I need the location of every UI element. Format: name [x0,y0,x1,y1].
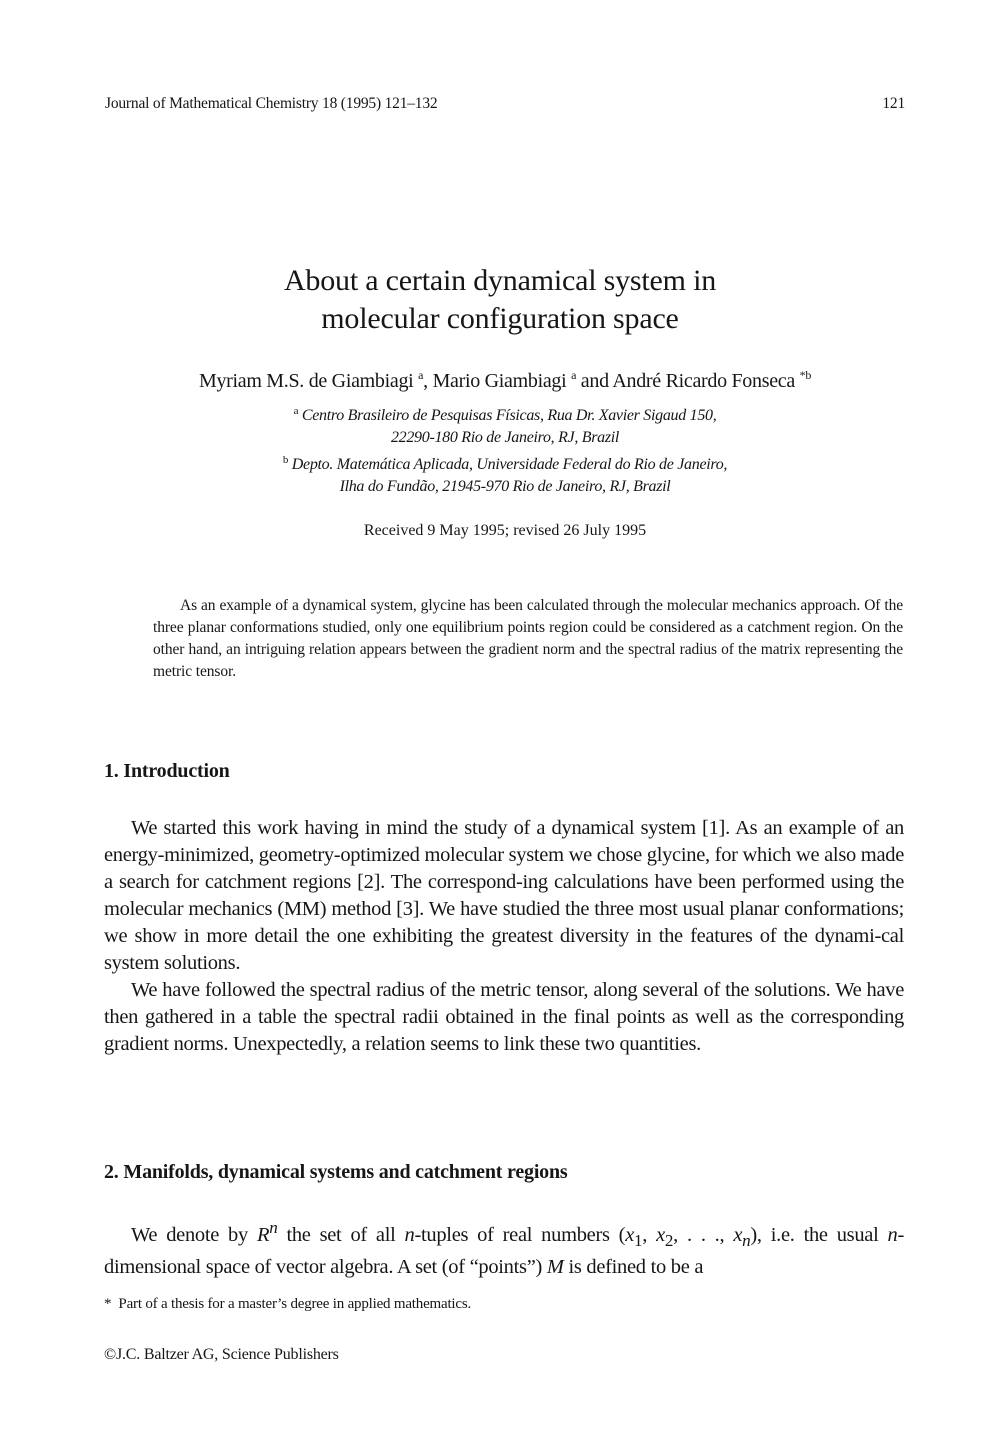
author-name: Myriam M.S. de Giambiagi [198,370,414,392]
author-list [100,368,910,393]
paper-title [100,262,900,338]
text-run: ), i.e. the usual [750,1223,888,1246]
math-variable: n [887,1223,898,1246]
math-variable: x [625,1223,635,1246]
title-line-1: About a certain dynamical system in [283,264,717,297]
math-variable: x [733,1223,743,1246]
manifolds-body [104,1214,904,1281]
footnote [104,1296,471,1313]
math-subscript: 1 [634,1230,643,1250]
author-affiliation-mark: a [418,368,424,382]
footnote-text: Part of a thesis for a master’s degree in applied mathematics. [118,1296,472,1312]
affiliation-b [100,449,910,476]
author-separator: , [423,370,433,392]
copyright-notice: ©J.C. Baltzer AG, Science Publishers [104,1346,339,1363]
page-number: 121 [882,95,905,112]
title-line-2: molecular configuration space [321,302,679,335]
paragraph: We started this work having in mind the study of a dynamical system [1]. As an example of an energy-minimized, geometry-optimized molecular system we chose glycine, for which we also made a search for catchment regions [2]. The correspond-ing calculations have been performed using the molecular mechanics (MM) method [3]. We have studied the three most usual planar conformations; we show in more detail the one exhibiting the greatest diversity in the features of the dynami-cal system solutions. [104,817,904,974]
affiliation-mark: a [293,405,299,417]
affiliation-line: Depto. Matemática Aplicada, Universidade Federal do Rio de Janeiro, [291,456,728,473]
paragraph [104,1214,904,1281]
text-run: the set of all [277,1223,405,1246]
text-run: -tuples of real numbers ( [414,1223,626,1246]
section-heading-introduction: 1. Introduction [104,760,230,782]
math-subscript: n [742,1230,751,1250]
footnote-mark: * [104,1296,112,1312]
journal-citation: Journal of Mathematical Chemistry 18 (1995) 121–132 [105,95,438,112]
text-run: -dimensional space of vector algebra. A set (of “points”) [104,1223,904,1278]
text-run: is defined to be a [563,1255,704,1278]
paragraph: We have followed the spectral radius of the metric tensor, along several of the solutions. We have then gathered in a table the spectral radii obtained in the final points as well as the corresponding gradient norms. Unexpectedly, a relation seems to link these two quantities. [104,979,904,1055]
math-subscript: 2 [664,1230,674,1250]
math-variable: x [656,1223,665,1246]
math-variable: n [404,1223,415,1246]
section-heading-manifolds: 2. Manifolds, dynamical systems and catchment regions [104,1161,568,1183]
affiliations [100,400,910,498]
math-variable: M [546,1255,564,1278]
abstract-text: As an example of a dynamical system, glycine has been calculated through the molecular mechanics approach. Of the three planar conformations studied, only one equilibrium points region could be considered as a catchment region. On the other hand, an intriguing relation appears between the gradient norm and the spectral radius of the matrix representing the metric tensor. [153,597,903,680]
math-superscript: n [269,1218,278,1237]
affiliation-line: Centro Brasileiro de Pesquisas Físicas, Rua Dr. Xavier Sigaud 150, [301,407,717,424]
affiliation-line: 22290-180 Rio de Janeiro, RJ, Brazil [390,429,620,446]
author-name: Mario Giambiagi [432,370,567,392]
abstract [153,595,903,683]
affiliation-a [100,400,910,427]
author-separator: and [576,370,613,392]
affiliation-mark: b [282,454,289,466]
text-run: , [642,1223,657,1246]
math-variable: R [256,1223,270,1246]
author-affiliation-mark: *b [799,368,812,382]
introduction-body [104,815,904,1058]
affiliation-line: Ilha do Fundão, 21945-970 Rio de Janeiro, RJ, Brazil [339,478,671,495]
author-name: André Ricardo Fonseca [612,370,795,392]
text-run: , . . ., [673,1223,734,1246]
received-dates: Received 9 May 1995; revised 26 July 1995 [363,522,647,539]
author-affiliation-mark: a [571,368,577,382]
running-head [105,95,905,113]
text-run: We denote by [131,1223,257,1246]
